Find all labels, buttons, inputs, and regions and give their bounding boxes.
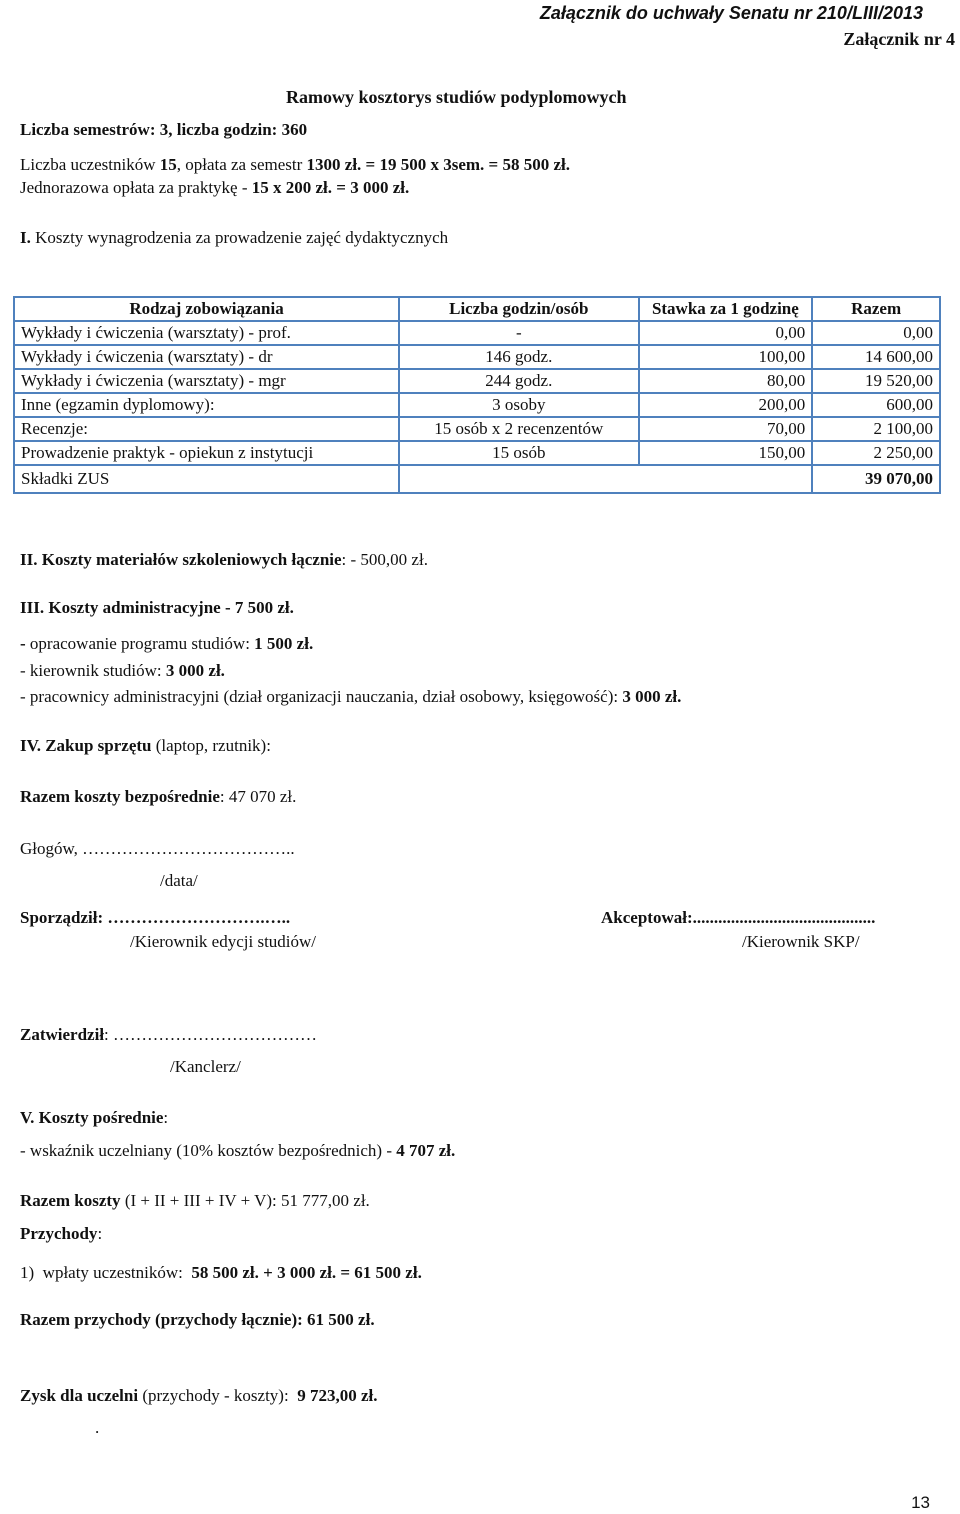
accepted-by-role: /Kierownik SKP/	[742, 932, 860, 951]
section-1-heading: I. Koszty wynagrodzenia za prowadzenie zajęć dydaktycznych	[20, 228, 449, 247]
approved-by-role: /Kanclerz/	[170, 1057, 241, 1076]
col-header-total: Razem	[812, 297, 940, 321]
annex-number: Załącznik nr 4	[843, 29, 955, 49]
accepted-by: Akceptował:...........................................	[601, 908, 876, 927]
prepared-by: Sporządził: ……………………….…..	[20, 908, 291, 927]
total-costs-line: Razem koszty (I + II + III + IV + V): 51 777,00 zł.	[20, 1191, 370, 1210]
table-row: Wykłady i ćwiczenia (warsztaty) - prof. - 0,00 0,00	[14, 321, 940, 345]
section-3-heading: III. Koszty administracyjne - 7 500 zł.	[20, 598, 294, 617]
practice-fee-line: Jednorazowa opłata za praktykę - 15 x 200 zł. = 3 000 zł.	[20, 178, 410, 197]
zus-label: Składki ZUS	[14, 465, 399, 493]
table-row: Wykłady i ćwiczenia (warsztaty) - mgr 244 godz. 80,00 19 520,00	[14, 369, 940, 393]
table-row: Wykłady i ćwiczenia (warsztaty) - dr 146 godz. 100,00 14 600,00	[14, 345, 940, 369]
table-total-row	[14, 465, 940, 493]
semesters-hours: Liczba semestrów: 3, liczba godzin: 360	[20, 120, 308, 139]
admin-item-staff: - pracownicy administracyjni (dział organizacji nauczania, dział osobowy, księgowość): 3 000 zł.	[20, 687, 682, 706]
participants-line: Liczba uczestników 15, opłata za semestr 1300 zł. = 19 500 x 3sem. = 58 500 zł.	[20, 155, 571, 174]
table-row: Inne (egzamin dyplomowy): 3 osoby 200,00 600,00	[14, 393, 940, 417]
costs-table	[13, 296, 941, 494]
approved-by: Zatwierdził: ………………………………	[20, 1025, 318, 1044]
trailing-dot: .	[95, 1418, 100, 1437]
section-2-line: II. Koszty materiałów szkoleniowych łącznie: - 500,00 zł.	[20, 550, 428, 569]
section-4-line: IV. Zakup sprzętu (laptop, rzutnik):	[20, 736, 271, 755]
revenue-total: Razem przychody (przychody łącznie): 61 500 zł.	[20, 1310, 375, 1329]
admin-item-program: - opracowanie programu studiów: 1 500 zł.	[20, 634, 314, 653]
prepared-by-role: /Kierownik edycji studiów/	[130, 932, 317, 951]
section-5-heading: V. Koszty pośrednie:	[20, 1108, 169, 1127]
admin-item-manager: - kierownik studiów: 3 000 zł.	[20, 661, 225, 680]
document-title: Ramowy kosztorys studiów podyplomowych	[286, 87, 627, 107]
direct-costs-line: Razem koszty bezpośrednie: 47 070 zł.	[20, 787, 297, 806]
table-header-row	[14, 297, 940, 321]
revenue-item: 1) wpłaty uczestników: 58 500 zł. + 3 000 zł. = 61 500 zł.	[20, 1263, 422, 1282]
indirect-cost-item: - wskaźnik uczelniany (10% kosztów bezpośrednich) - 4 707 zł.	[20, 1141, 456, 1160]
profit-line: Zysk dla uczelni (przychody - koszty): 9 723,00 zł.	[20, 1386, 378, 1405]
revenue-heading: Przychody:	[20, 1224, 103, 1243]
table-row: Recenzje: 15 osób x 2 recenzentów 70,00 2 100,00	[14, 417, 940, 441]
date-label: /data/	[160, 871, 198, 890]
place-line: Głogów, ………………………………..	[20, 839, 295, 858]
col-header-count: Liczba godzin/osób	[399, 297, 639, 321]
zus-total: 39 070,00	[812, 465, 940, 493]
col-header-rate: Stawka za 1 godzinę	[639, 297, 813, 321]
col-header-type: Rodzaj zobowiązania	[14, 297, 399, 321]
table-row: Prowadzenie praktyk - opiekun z instytucji 15 osób 150,00 2 250,00	[14, 441, 940, 465]
page-number: 13	[911, 1493, 930, 1512]
annex-resolution-line: Załącznik do uchwały Senatu nr 210/LIII/2013	[539, 3, 923, 23]
